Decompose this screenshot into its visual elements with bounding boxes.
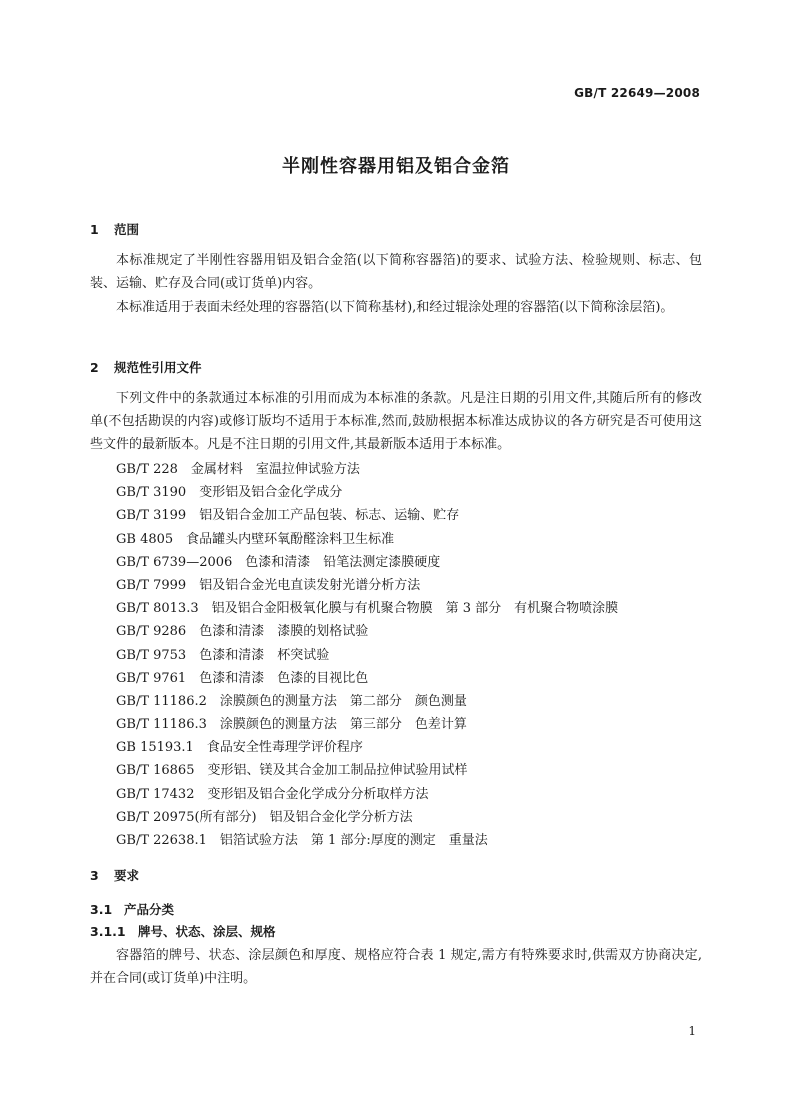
reference-item: GB/T 9753 色漆和清漆 杯突试验 xyxy=(116,647,330,663)
section-3-1-heading xyxy=(90,900,174,918)
standard-code: GB/T 22649—2008 xyxy=(574,86,700,100)
references-intro-paragraph: 下列文件中的条款通过本标准的引用而成为本标准的条款。凡是注日期的引用文件,其随后所有的修改单(不包括勘误的内容)或修订版均不适用于本标准,然而,鼓励根据本标准达成协议的各方研究是否可使用这些文件的最新版本。凡是不注日期的引用文件,其最新版本适用于本标准。 xyxy=(90,391,702,452)
section-number: 3.1 xyxy=(90,902,113,917)
requirements-paragraph: 容器箔的牌号、状态、涂层颜色和厚度、规格应符合表 1 规定,需方有特殊要求时,供需双方协商决定,并在合同(或订货单)中注明。 xyxy=(90,948,702,986)
references-list xyxy=(116,458,618,852)
section-title: 规范性引用文件 xyxy=(114,360,202,375)
reference-item: GB/T 17432 变形铝及铝合金化学成分分析取样方法 xyxy=(116,786,429,802)
reference-item: GB 4805 食品罐头内壁环氧酚醛涂料卫生标准 xyxy=(116,531,395,547)
page-number: 1 xyxy=(688,1024,696,1038)
reference-item: GB/T 9286 色漆和清漆 漆膜的划格试验 xyxy=(116,624,369,640)
reference-item: GB/T 7999 铝及铝合金光电直读发射光谱分析方法 xyxy=(116,577,421,593)
reference-item: GB/T 228 金属材料 室温拉伸试验方法 xyxy=(116,462,360,477)
section-number: 3.1.1 xyxy=(90,924,126,939)
reference-item: GB/T 3190 变形铝及铝合金化学成分 xyxy=(116,485,343,501)
reference-item: GB/T 8013.3 铝及铝合金阳极氧化膜与有机聚合物膜 第 3 部分 有机聚合物喷涂膜 xyxy=(116,601,619,617)
reference-item: GB/T 16865 变形铝、镁及其合金加工制品拉伸试验用试样 xyxy=(116,763,468,779)
section-number: 3 xyxy=(90,868,99,883)
section-title: 产品分类 xyxy=(124,902,175,917)
reference-item: GB/T 3199 铝及铝合金加工产品包装、标志、运输、贮存 xyxy=(116,508,460,524)
section-title: 范围 xyxy=(114,222,140,237)
reference-item: GB/T 9761 色漆和清漆 色漆的目视比色 xyxy=(116,670,369,686)
section-number: 2 xyxy=(90,360,99,375)
reference-item: GB 15193.1 食品安全性毒理学评价程序 xyxy=(116,740,363,756)
scope-paragraph-2: 本标准适用于表面未经处理的容器箔(以下简称基材),和经过辊涂处理的容器箔(以下简称涂层箔)。 xyxy=(116,300,674,315)
scope-paragraph-1: 本标准规定了半刚性容器用铝及铝合金箔(以下简称容器箔)的要求、试验方法、检验规则、标志、包装、运输、贮存及合同(或订货单)内容。 xyxy=(90,253,702,291)
reference-item: GB/T 11186.2 涂膜颜色的测量方法 第二部分 颜色测量 xyxy=(116,693,467,709)
reference-item: GB/T 11186.3 涂膜颜色的测量方法 第三部分 色差计算 xyxy=(116,717,467,733)
section-3-heading xyxy=(90,866,139,884)
section-title: 牌号、状态、涂层、规格 xyxy=(138,924,276,939)
reference-item: GB/T 6739—2006 色漆和清漆 铅笔法测定漆膜硬度 xyxy=(116,554,441,570)
reference-item: GB/T 20975(所有部分) 铝及铝合金化学分析方法 xyxy=(116,809,413,825)
section-number: 1 xyxy=(90,222,99,237)
section-1-heading xyxy=(90,220,139,238)
document-title: 半刚性容器用铝及铝合金箔 xyxy=(282,156,510,177)
section-2-heading xyxy=(90,358,202,376)
reference-item: GB/T 22638.1 铝箔试验方法 第 1 部分:厚度的测定 重量法 xyxy=(116,833,488,848)
section-3-1-1-heading xyxy=(90,922,276,940)
section-title: 要求 xyxy=(114,868,140,883)
